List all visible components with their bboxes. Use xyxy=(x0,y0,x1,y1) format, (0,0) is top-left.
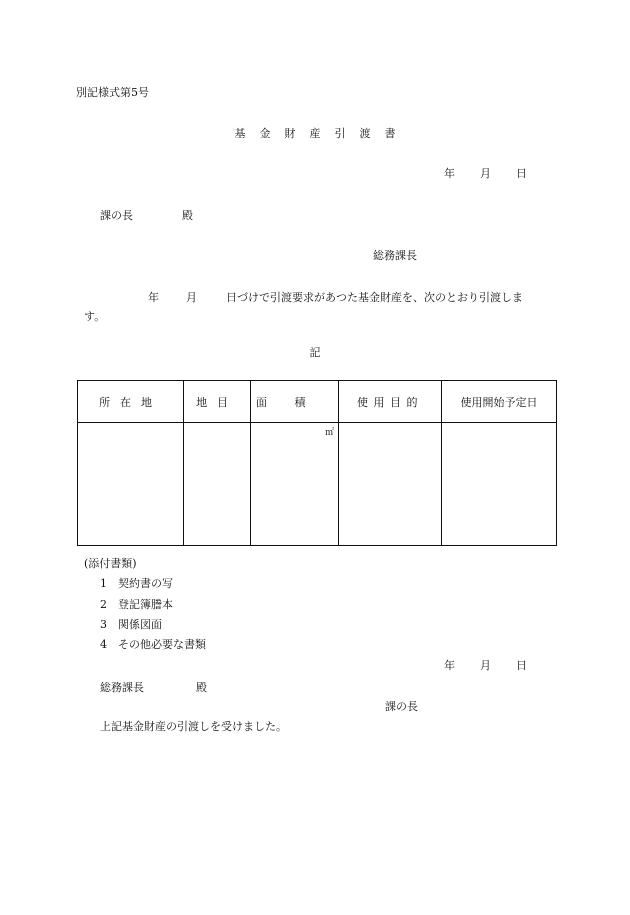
property-table xyxy=(77,380,557,546)
header-area: 面積 xyxy=(251,381,339,423)
table-header-row xyxy=(78,381,557,423)
body-text-line2: す。 xyxy=(84,310,106,323)
receipt-year-label: 年 xyxy=(444,659,455,672)
title-char: 財 xyxy=(284,127,296,140)
cell-area xyxy=(251,423,339,546)
receipt-day-label: 日 xyxy=(516,659,527,672)
ki-heading: 記 xyxy=(309,346,321,359)
title-char: 金 xyxy=(259,127,271,140)
title-char: 引 xyxy=(334,127,346,140)
title-char: 書 xyxy=(384,127,396,140)
attachment-item: 1 契約書の写 xyxy=(100,577,173,590)
body-month-label: 月 xyxy=(186,291,197,304)
date-year-label: 年 xyxy=(444,167,455,180)
title-char: 渡 xyxy=(359,127,371,140)
document-title xyxy=(0,127,630,141)
addressee-honorific: 殿 xyxy=(182,209,193,222)
receipt-month-label: 月 xyxy=(480,659,491,672)
date-month-label: 月 xyxy=(480,167,491,180)
table-row xyxy=(78,423,557,546)
attachments-heading: (添付書類) xyxy=(84,557,137,570)
header-land-category: 地目 xyxy=(184,381,251,423)
attachment-item: 2 登記簿謄本 xyxy=(100,598,173,611)
form-number: 別記様式第5号 xyxy=(76,86,149,99)
body-year-label: 年 xyxy=(148,291,159,304)
addressee-dept: 課の長 xyxy=(100,209,133,222)
receipt-honorific: 殿 xyxy=(196,681,207,694)
header-location: 所在地 xyxy=(78,381,184,423)
cell-land-category xyxy=(184,423,251,546)
attachment-item: 4 その他必要な書類 xyxy=(100,638,206,651)
title-char: 基 xyxy=(234,127,246,140)
cell-start-date xyxy=(442,423,557,546)
attachment-item: 3 関係図面 xyxy=(100,618,162,631)
body-text-line1: 日づけで引渡要求があつた基金財産を、次のとおり引渡しま xyxy=(226,291,523,304)
header-purpose: 使用目的 xyxy=(339,381,442,423)
sender: 総務課長 xyxy=(373,249,417,262)
cell-location xyxy=(78,423,184,546)
header-start-date: 使用開始予定日 xyxy=(442,381,557,423)
title-char: 産 xyxy=(309,127,321,140)
receipt-statement: 上記基金財産の引渡しを受けました。 xyxy=(100,720,287,733)
receipt-sender: 課の長 xyxy=(385,700,418,713)
cell-purpose xyxy=(339,423,442,546)
date-day-label: 日 xyxy=(516,167,527,180)
receipt-addressee: 総務課長 xyxy=(100,681,144,694)
area-unit: ㎡ xyxy=(324,428,334,438)
